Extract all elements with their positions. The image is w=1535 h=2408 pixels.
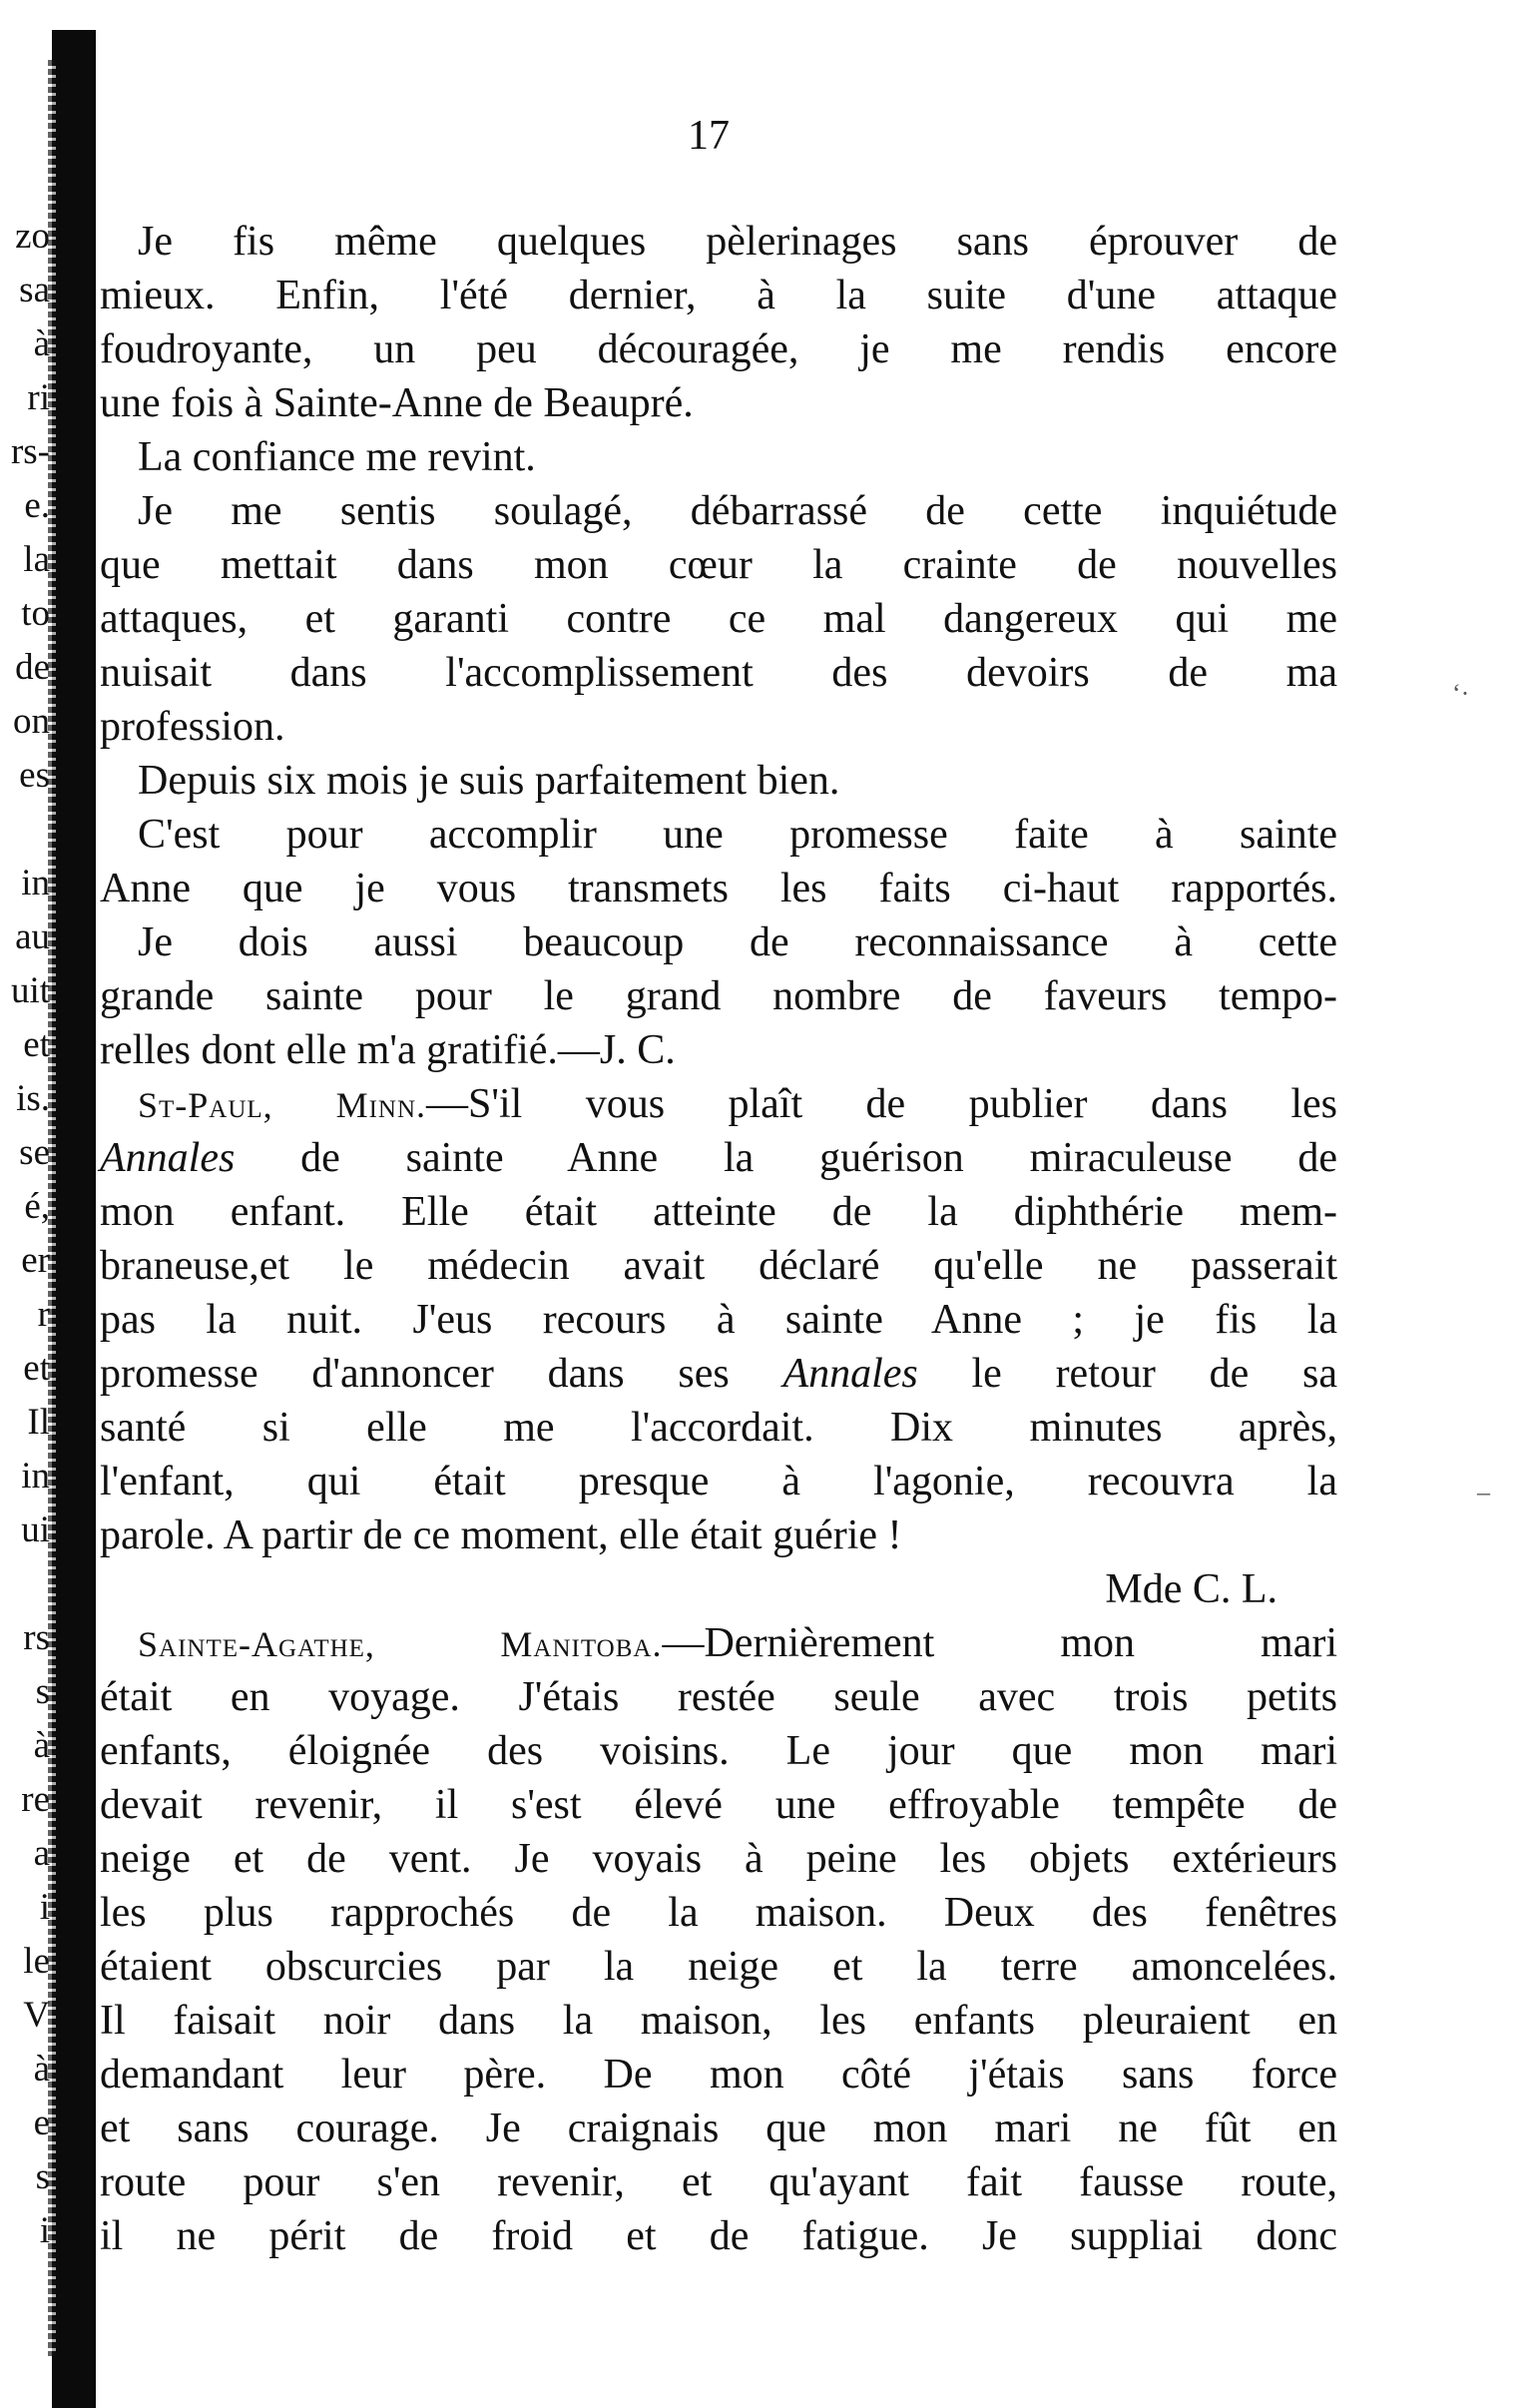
margin-fragment: in: [21, 1458, 50, 1495]
text-line: santé si elle me l'accordait. Dix minutes après,: [100, 1405, 1337, 1451]
margin-fragment: zo: [15, 218, 50, 255]
text-line: nuisait dans l'accomplissement des devoirs de ma: [100, 650, 1337, 696]
text-line: que mettait dans mon cœur la crainte de nouvelles: [100, 542, 1337, 588]
margin-fragment: is.: [16, 1080, 50, 1117]
margin-fragment: to: [21, 595, 50, 632]
signature-line: Mde C. L.: [1105, 1566, 1278, 1612]
text-line: pas la nuit. J'eus recours à sainte Anne ; je fis la: [100, 1297, 1337, 1343]
text-line: Depuis six mois je suis parfaitement bien.: [138, 758, 840, 804]
place-heading: Sainte-Agathe, Manitoba.: [138, 1624, 663, 1664]
text-line: était en voyage. J'étais restée seule avec trois petits: [100, 1674, 1337, 1720]
text-line: Je dois aussi beaucoup de reconnaissance à cette: [138, 919, 1337, 965]
text-line: grande sainte pour le grand nombre de faveurs tempo-: [100, 973, 1337, 1019]
margin-fragment: ui: [21, 1511, 50, 1548]
text-line: braneuse,et le médecin avait déclaré qu'elle ne passerait: [100, 1243, 1337, 1289]
margin-fragment: in: [21, 865, 50, 902]
text-line: enfants, éloignée des voisins. Le jour que mon mari: [100, 1728, 1337, 1774]
text-line: foudroyante, un peu découragée, je me rendis encore: [100, 326, 1337, 372]
text-line: Je me sentis soulagé, débarrassé de cette inquiétude: [138, 488, 1337, 534]
margin-fragment: ri: [27, 379, 50, 416]
margin-fragment: à: [33, 1727, 50, 1764]
text-line: C'est pour accomplir une promesse faite à sainte: [138, 812, 1337, 858]
text-run: —S'il vous plaît de publier dans les: [426, 1081, 1338, 1127]
margin-fragment: a: [33, 1835, 50, 1872]
text-line: La confiance me revint.: [138, 434, 536, 480]
margin-fragment: e.: [24, 487, 50, 524]
margin-fragment: Il: [27, 1404, 50, 1441]
margin-fragment: e: [33, 2105, 50, 2141]
margin-fragment: é,: [24, 1188, 50, 1225]
margin-fragment: sa: [19, 272, 50, 308]
place-heading: St-Paul, Minn.: [138, 1085, 427, 1125]
text-line: neige et de vent. Je voyais à peine les objets extérieurs: [100, 1836, 1337, 1882]
italic-title: Annales: [782, 1351, 918, 1397]
margin-fragment: rs-: [10, 433, 50, 470]
margin-fragment: de: [15, 649, 50, 686]
scan-artifact: ‘·: [1452, 679, 1470, 708]
text-line: Je fis même quelques pèlerinages sans éprouver de: [138, 219, 1337, 265]
margin-fragment: r: [37, 1296, 50, 1333]
text-line: [100, 1077, 1337, 1132]
margin-fragment: es: [19, 757, 50, 794]
text-line: parole. A partir de ce moment, elle était guérie !: [100, 1512, 902, 1558]
text-line: relles dont elle m'a gratifié.—J. C.: [100, 1027, 676, 1073]
text-line: attaques, et garanti contre ce mal dangereux qui me: [100, 596, 1337, 642]
margin-fragment: on: [13, 703, 50, 740]
scan-artifact: –: [1477, 1478, 1490, 1506]
text-run: de sainte Anne la guérison miraculeuse de: [235, 1135, 1337, 1181]
margin-fragment: se: [19, 1134, 50, 1171]
margin-fragment: à: [33, 325, 50, 362]
margin-fragment: s: [35, 2158, 50, 2195]
text-line: [100, 1131, 1337, 1185]
text-line: il ne périt de froid et de fatigue. Je suppliai donc: [100, 2213, 1337, 2259]
margin-fragment: s: [35, 1673, 50, 1710]
text-line: [100, 1616, 1337, 1671]
margin-fragment: V: [23, 1997, 50, 2034]
italic-title: Annales: [100, 1135, 236, 1181]
margin-fragment: le: [23, 1943, 50, 1980]
text-line: mon enfant. Elle était atteinte de la diphthérie mem-: [100, 1189, 1337, 1235]
text-line: devait revenir, il s'est élevé une effroyable tempête de: [100, 1782, 1337, 1828]
text-line: route pour s'en revenir, et qu'ayant fait fausse route,: [100, 2159, 1337, 2205]
text-line: profession.: [100, 704, 285, 750]
text-run: le retour de sa: [917, 1351, 1337, 1397]
margin-fragment: et: [23, 1026, 50, 1063]
margin-fragment: i: [39, 2212, 50, 2249]
margin-fragment: à: [33, 2051, 50, 2088]
page-number: 17: [688, 113, 730, 159]
text-line: les plus rapprochés de la maison. Deux des fenêtres: [100, 1890, 1337, 1936]
margin-fragment: rs: [23, 1619, 50, 1656]
text-line: demandant leur père. De mon côté j'étais sans force: [100, 2052, 1337, 2098]
margin-fragment: re: [21, 1781, 50, 1818]
margin-fragment: uit: [10, 972, 50, 1009]
text-run: —Dernièrement mon mari: [662, 1620, 1337, 1666]
margin-fragment: er: [21, 1242, 50, 1279]
text-line: et sans courage. Je craignais que mon mari ne fût en: [100, 2106, 1337, 2151]
text-line: [100, 1347, 1337, 1401]
margin-fragment: i: [39, 1889, 50, 1926]
margin-fragment: et: [23, 1350, 50, 1387]
text-line: mieux. Enfin, l'été dernier, à la suite d'une attaque: [100, 273, 1337, 318]
margin-fragment: au: [15, 918, 50, 955]
text-run: promesse d'annoncer dans ses: [100, 1351, 783, 1397]
text-line: Il faisait noir dans la maison, les enfants pleuraient en: [100, 1998, 1337, 2044]
text-line: étaient obscurcies par la neige et la terre amoncelées.: [100, 1944, 1337, 1990]
text-line: l'enfant, qui était presque à l'agonie, recouvra la: [100, 1459, 1337, 1505]
margin-fragment: la: [23, 541, 50, 578]
binding-shadow: [52, 30, 96, 2408]
text-line: Anne que je vous transmets les faits ci-haut rapportés.: [100, 866, 1337, 911]
text-line: une fois à Sainte-Anne de Beaupré.: [100, 380, 694, 426]
